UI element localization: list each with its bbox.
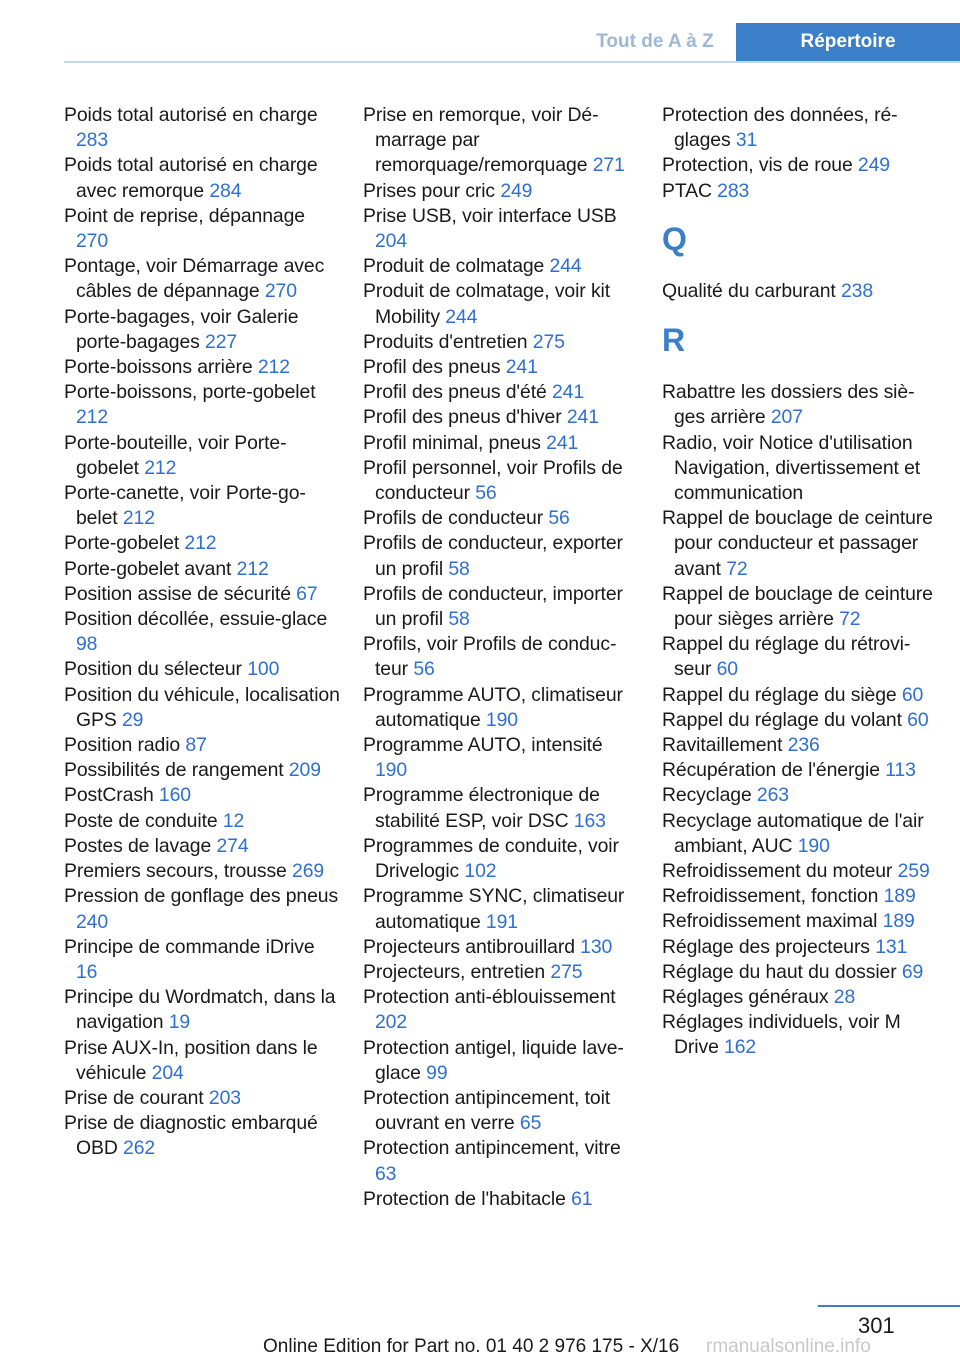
entry-text: Rappel de bouclage de ceinture pour conducteur et passager avant	[662, 507, 933, 580]
page-link[interactable]: 262	[123, 1137, 156, 1160]
entry-text: Profils de conducteur, importer un profil	[363, 582, 623, 631]
page-link[interactable]: 275	[550, 960, 583, 983]
index-entry	[64, 305, 340, 355]
index-entry	[363, 204, 639, 254]
entry-text: Prise AUX-In, position dans le véhicule	[64, 1036, 318, 1084]
entry-text: Prise USB, voir interface USB	[363, 204, 617, 227]
page-link[interactable]: 275	[532, 330, 565, 353]
index-column-1	[64, 103, 340, 1162]
index-entry	[363, 1036, 639, 1086]
page-link[interactable]: 69	[901, 960, 924, 983]
entry-text: Principe de commande iDrive	[64, 935, 315, 958]
page-link[interactable]: 283	[76, 129, 109, 152]
index-entry	[64, 254, 340, 304]
page-link[interactable]: 240	[76, 910, 109, 933]
index-entry	[363, 783, 639, 833]
entry-text: Produit de colmatage	[363, 255, 550, 278]
page-link[interactable]: 60	[907, 708, 929, 731]
page-link[interactable]: 244	[549, 255, 582, 278]
index-entry	[64, 683, 340, 733]
page-link[interactable]: 72	[726, 557, 748, 580]
entry-text: Porte-boissons arrière	[64, 356, 258, 379]
entry-text: Profil personnel, voir Profils de conducteur	[363, 456, 623, 505]
page-link[interactable]: 207	[770, 406, 803, 429]
index-entry	[363, 179, 639, 204]
index-entry	[662, 279, 938, 304]
entry-text: Ravitaillement	[662, 734, 788, 757]
entry-text: PTAC	[662, 179, 718, 202]
entry-text: Prise en remorque, voir Démarrage par remorquage/remorquage	[363, 104, 599, 177]
page-link[interactable]: 19	[168, 1011, 191, 1034]
index-entry	[64, 355, 340, 380]
index-entry	[64, 481, 340, 531]
page-link[interactable]: 203	[208, 1086, 241, 1109]
page-link[interactable]: 241	[566, 406, 599, 429]
page-link[interactable]: 113	[885, 759, 916, 782]
entry-text: Refroidissement, fonction	[662, 885, 884, 908]
index-entry	[662, 179, 938, 204]
entry-text: Profils, voir Profils de conducteur	[363, 633, 617, 681]
index-entry	[363, 1136, 639, 1186]
entry-text: Poste de conduite	[64, 809, 223, 832]
page-link[interactable]: 160	[158, 784, 191, 807]
index-entry	[662, 683, 938, 708]
page-link[interactable]: 236	[787, 734, 820, 757]
entry-text: Position assise de sécurité	[64, 582, 297, 605]
entry-text: Position décollée, essuie-glace	[64, 608, 328, 631]
index-entry	[363, 632, 639, 682]
entry-text: Position du véhicule, localisation GPS	[64, 683, 340, 731]
page-link[interactable]: 283	[717, 179, 750, 202]
index-entry	[64, 733, 340, 758]
entry-text: Position radio	[64, 734, 186, 757]
section-letter-block	[662, 305, 938, 381]
index-entry	[662, 632, 938, 682]
page-link[interactable]: 100	[247, 658, 280, 681]
footer-divider	[818, 1305, 960, 1307]
index-entry	[662, 708, 938, 733]
page-link[interactable]: 60	[901, 683, 924, 706]
page-link[interactable]: 274	[216, 834, 249, 857]
index-entry	[662, 103, 938, 153]
page-link[interactable]: 87	[185, 734, 207, 757]
page-link[interactable]: 31	[735, 129, 758, 152]
tab-tout-de-a-a-z[interactable]: Tout de A à Z	[596, 31, 714, 52]
index-entry	[64, 582, 340, 607]
index-column-2	[363, 103, 639, 1212]
page-link[interactable]: 249	[500, 179, 533, 202]
page-link[interactable]: 56	[413, 658, 435, 681]
page-link[interactable]: 204	[375, 230, 408, 253]
entry-text: Récupération de l'énergie	[662, 759, 886, 782]
index-entry	[363, 1086, 639, 1136]
index-entry	[64, 607, 340, 657]
section-letter: Q	[662, 220, 687, 257]
index-entry	[64, 758, 340, 783]
entry-text: Position du sélecteur	[64, 658, 248, 681]
entry-text: Point de reprise, dépannage	[64, 204, 305, 227]
page-link[interactable]: 163	[573, 809, 606, 832]
index-entry	[363, 1187, 639, 1212]
header-bar	[0, 23, 960, 63]
page-link[interactable]: 244	[445, 305, 478, 328]
entry-text: Produits d'entretien	[363, 330, 533, 353]
page-link[interactable]: 98	[76, 633, 98, 656]
index-entry	[64, 834, 340, 859]
entry-text: Protection de l'habitacle	[363, 1187, 572, 1210]
index-entry	[64, 809, 340, 834]
index-entry	[363, 960, 639, 985]
entry-text: Poids total autorisé en charge avec remorque	[64, 154, 318, 202]
entry-text: Protection antipincement, toit ouvrant en verre	[363, 1086, 611, 1135]
entry-text: Principe du Wordmatch, dans la navigation	[64, 986, 336, 1034]
entry-text: Programmes de conduite, voir Drivelogic	[363, 834, 619, 883]
entry-text: Porte-boissons, porte-gobelet	[64, 381, 316, 404]
index-entry	[662, 758, 938, 783]
page-link[interactable]: 67	[296, 582, 318, 605]
index-entry	[363, 279, 639, 329]
page-link[interactable]: 202	[375, 1011, 408, 1034]
entry-text: Qualité du carburant	[662, 280, 841, 303]
entry-text: Recyclage	[662, 784, 757, 807]
page-link[interactable]: 191	[485, 910, 518, 933]
index-entry	[662, 859, 938, 884]
page-link[interactable]: 269	[292, 860, 325, 883]
index-entry	[64, 657, 340, 682]
page-link[interactable]: 212	[257, 356, 290, 379]
entry-text: Projecteurs, entretien	[363, 960, 551, 983]
entry-text: Porte-canette, voir Porte-gobelet	[64, 482, 306, 530]
index-entry	[64, 935, 340, 985]
index-column-3	[662, 103, 938, 1061]
index-entry	[662, 783, 938, 808]
page-link[interactable]: 61	[571, 1187, 593, 1210]
index-entry	[64, 557, 340, 582]
entry-text: Profil des pneus d'été	[363, 381, 552, 404]
page-link[interactable]: 189	[882, 910, 915, 933]
page-link[interactable]: 241	[551, 381, 585, 404]
index-entry	[64, 859, 340, 884]
index-entry	[363, 330, 639, 355]
entry-text: Porte-bouteille, voir Porte-gobelet	[64, 431, 287, 479]
page-link[interactable]: 29	[121, 708, 144, 731]
index-entry	[363, 531, 639, 581]
index-entry	[363, 683, 639, 733]
entry-text: Radio, voir Notice d'utilisation Navigation, divertissement et communication	[662, 431, 921, 505]
entry-text: Recyclage automatique de l'air ambiant, AUC	[662, 809, 924, 857]
page-link[interactable]: 259	[897, 860, 930, 883]
page-link[interactable]: 65	[519, 1112, 542, 1135]
page-link[interactable]: 102	[464, 860, 497, 883]
entry-text: Réglages individuels, voir M Drive	[662, 1011, 901, 1059]
page-link[interactable]: 56	[475, 482, 497, 505]
entry-text: Projecteurs antibrouillard	[363, 935, 581, 958]
index-entry	[363, 733, 639, 783]
page-link[interactable]: 241	[505, 356, 538, 379]
index-entry	[363, 884, 639, 934]
page-link[interactable]: 212	[144, 456, 177, 479]
entry-text: Porte-gobelet	[64, 532, 185, 555]
index-entry	[363, 834, 639, 884]
page-link[interactable]: 12	[222, 809, 245, 832]
entry-text: Protection antipincement, vitre	[363, 1137, 621, 1160]
edition-note: Online Edition for Part no. 01 40 2 976 175 - X/16	[263, 1336, 680, 1357]
index-entry	[64, 1036, 340, 1086]
page-link[interactable]: 212	[122, 507, 155, 530]
page-link[interactable]: 270	[264, 280, 297, 303]
index-entry	[64, 204, 340, 254]
entry-text: Rabattre les dossiers des sièges arrière	[662, 381, 915, 429]
index-entry	[662, 733, 938, 758]
index-entry	[662, 935, 938, 960]
page-link[interactable]: 99	[426, 1061, 448, 1084]
index-entry	[64, 103, 340, 153]
page-link[interactable]: 190	[797, 834, 830, 857]
entry-text: Profil des pneus	[363, 356, 506, 379]
section-letter-block	[662, 204, 938, 280]
entry-text: Prise de diagnostic embarqué OBD	[64, 1112, 318, 1160]
entry-text: Profil minimal, pneus	[363, 431, 547, 454]
page-link[interactable]: 16	[76, 960, 98, 983]
index-entry	[64, 985, 340, 1035]
page-link[interactable]: 204	[151, 1061, 184, 1084]
index-entry	[363, 380, 639, 405]
entry-text: Protection anti-éblouissement	[363, 986, 616, 1009]
index-entry	[64, 1086, 340, 1111]
index-entry	[363, 582, 639, 632]
page-link[interactable]: 58	[448, 608, 470, 631]
page-link[interactable]: 249	[857, 154, 890, 177]
index-entry	[662, 809, 938, 859]
entry-text: Pontage, voir Démarrage avec câbles de dépannage	[64, 255, 325, 303]
page-link[interactable]: 238	[841, 280, 874, 303]
page-link[interactable]: 58	[448, 557, 470, 580]
index-entry	[64, 153, 340, 203]
page-link[interactable]: 72	[839, 608, 861, 631]
entry-text: Refroidissement maximal	[662, 910, 883, 933]
page-link[interactable]: 131	[875, 935, 908, 958]
index-entry	[662, 884, 938, 909]
entry-text: PostCrash	[64, 784, 159, 807]
page-link[interactable]: 270	[76, 230, 109, 253]
index-entry	[363, 254, 639, 279]
entry-text: Rappel du réglage du siège	[662, 683, 902, 706]
page-link[interactable]: 162	[724, 1036, 757, 1059]
section-letter: R	[662, 321, 686, 358]
index-entry	[64, 431, 340, 481]
index-entry	[363, 355, 639, 380]
index-entry	[363, 935, 639, 960]
entry-text: Programme AUTO, climatiseur automatique	[363, 683, 623, 731]
entry-text: Réglage du haut du dossier	[662, 960, 902, 983]
index-entry	[662, 985, 938, 1010]
index-entry	[662, 582, 938, 632]
header-divider	[64, 61, 960, 63]
index-entry	[363, 405, 639, 430]
index-entry	[363, 431, 639, 456]
index-entry	[64, 1111, 340, 1161]
index-entry	[363, 456, 639, 506]
index-entry	[64, 531, 340, 556]
entry-text: Pression de gonflage des pneus	[64, 885, 339, 908]
entry-text: Possibilités de rangement	[64, 759, 289, 782]
page-link[interactable]: 209	[288, 759, 321, 782]
entry-text: Premiers secours, trousse	[64, 860, 293, 883]
page-number: 301	[858, 1313, 895, 1338]
entry-text: Profils de conducteur	[363, 507, 549, 530]
watermark: rmanualsonline.info	[706, 1336, 871, 1357]
page-link[interactable]: 227	[205, 330, 238, 353]
entry-text: Protection, vis de roue	[662, 154, 858, 177]
page-link[interactable]: 212	[184, 532, 217, 555]
entry-text: Postes de lavage	[64, 834, 217, 857]
index-entry	[64, 884, 340, 934]
entry-text: Prises pour cric	[363, 179, 501, 202]
entry-text: Protection des données, réglages	[662, 104, 898, 152]
entry-text: Réglage des projecteurs	[662, 935, 876, 958]
page-link[interactable]: 189	[883, 885, 916, 908]
page-link[interactable]: 60	[716, 658, 738, 681]
entry-text: Profils de conducteur, exporter un profil	[363, 532, 623, 580]
index-entry	[64, 380, 340, 430]
index-entry	[662, 909, 938, 934]
page-link[interactable]: 28	[833, 986, 856, 1009]
index-entry	[662, 960, 938, 985]
entry-text: Réglages généraux	[662, 986, 834, 1009]
entry-text: Profil des pneus d'hiver	[363, 406, 567, 429]
entry-text: Porte-gobelet avant	[64, 557, 237, 580]
tab-repertoire[interactable]: Répertoire	[736, 23, 960, 61]
page-link[interactable]: 190	[375, 759, 408, 782]
entry-text: Prise de courant	[64, 1086, 209, 1109]
entry-text: Porte-bagages, voir Galerie porte-bagages	[64, 305, 299, 353]
index-entry	[363, 103, 639, 179]
index-entry	[363, 506, 639, 531]
entry-text: Rappel du réglage du rétroviseur	[662, 633, 911, 681]
page-link[interactable]: 271	[592, 154, 625, 177]
index-entry	[64, 783, 340, 808]
page-link[interactable]: 190	[485, 708, 518, 731]
index-entry	[363, 985, 639, 1035]
entry-text: Produit de colmatage, voir kit Mobility	[363, 280, 611, 328]
index-entry	[662, 431, 938, 507]
entry-text: Refroidissement du moteur	[662, 860, 898, 883]
page-link[interactable]: 212	[236, 557, 269, 580]
index-entry	[662, 380, 938, 430]
page-link[interactable]: 130	[580, 935, 613, 958]
page-link[interactable]: 56	[548, 507, 570, 530]
entry-text: Programme électronique de stabilité ESP, voir DSC	[363, 784, 600, 832]
index-entry	[662, 1010, 938, 1060]
page-link[interactable]: 212	[76, 406, 109, 429]
page-link[interactable]: 241	[546, 431, 579, 454]
page-link[interactable]: 263	[756, 784, 789, 807]
entry-text: Rappel de bouclage de ceinture pour sièges arrière	[662, 582, 933, 631]
entry-text: Programme AUTO, intensité	[363, 734, 603, 757]
page-link[interactable]: 284	[209, 179, 242, 202]
entry-text: Poids total autorisé en charge	[64, 104, 318, 126]
page-link[interactable]: 63	[375, 1162, 397, 1185]
entry-text: Rappel du réglage du volant	[662, 708, 908, 731]
index-entry	[662, 506, 938, 582]
entry-text: Programme SYNC, climatiseur automatique	[363, 885, 625, 933]
index-entry	[662, 153, 938, 178]
entry-text: Protection antigel, liquide lave-glace	[363, 1036, 624, 1084]
